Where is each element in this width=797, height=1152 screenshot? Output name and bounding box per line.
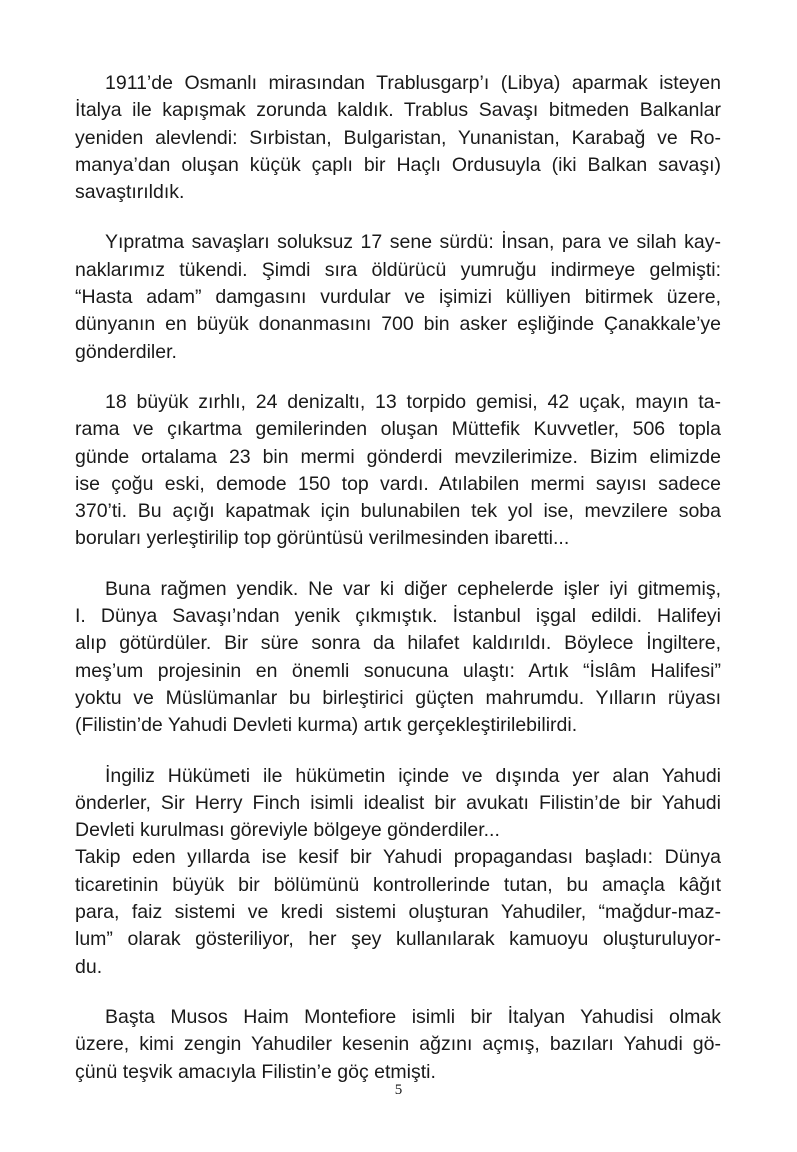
text-line: rama ve çıkartma gemilerinden oluşan Müttefik Kuvvetler, 506 topla	[75, 418, 721, 441]
text-line: Buna rağmen yendik. Ne var ki diğer cephelerde işler iyi gitmemiş,	[105, 577, 721, 600]
text-line: 18 büyük zırhlı, 24 denizaltı, 13 torpido gemisi, 42 uçak, mayın ta-	[105, 390, 721, 413]
text-line: çünü teşvik amacıyla Filistin’e göç etmişti.	[75, 1060, 436, 1083]
text-line: lum” olarak gösteriliyor, her şey kullanılarak kamuoyu oluşturuluyor-	[75, 928, 721, 951]
text-line: yeniden alevlendi: Sırbistan, Bulgaristan, Yunanistan, Karabağ ve Ro-	[75, 126, 721, 149]
text-line: para, faiz sistemi ve kredi sistemi oluşturan Yahudiler, “mağdur-maz-	[75, 901, 721, 924]
text-line: du.	[75, 955, 103, 978]
paragraph-5	[75, 763, 721, 981]
text-line: “Hasta adam” damgasını vurdular ve işimizi külliyen bitirmek üzere,	[75, 286, 721, 309]
text-line: boruları yerleştirilip top görüntüsü verilmesinden ibaretti...	[75, 527, 570, 550]
document-body	[75, 70, 721, 1109]
text-line: meş’um projesinin en önemli sonucuna ulaştı: Artık “İslâm Halifesi”	[75, 659, 721, 682]
text-line: Takip eden yıllarda ise kesif bir Yahudi propagandası başladı: Dünya	[75, 846, 721, 869]
text-line: alıp götürdüler. Bir süre sonra da hilafet kaldırıldı. Böylece İngiltere,	[75, 632, 721, 655]
text-line: naklarımız tükendi. Şimdi sıra öldürücü yumruğu indirmeye gelmişti:	[75, 258, 721, 281]
text-line: Başta Musos Haim Montefiore isimli bir İtalyan Yahudisi olmak	[105, 1005, 721, 1028]
text-line: (Filistin’de Yahudi Devleti kurma) artık gerçekleştirilebilirdi.	[75, 714, 578, 737]
text-line: manya’dan oluşan küçük çaplı bir Haçlı Ordusuyla (iki Balkan savaşı)	[75, 153, 721, 176]
text-line: önderler, Sir Herry Finch isimli idealist bir avukatı Filistin’de bir Yahudi	[75, 791, 721, 814]
paragraph-6	[75, 1004, 721, 1086]
paragraph-1	[75, 70, 721, 206]
text-line: savaştırıldık.	[75, 181, 185, 204]
text-line: günde ortalama 23 bin mermi gönderdi mevzilerimize. Bizim elimizde	[75, 445, 721, 468]
text-line: dünyanın en büyük donanmasını 700 bin asker eşliğinde Çanakkale’ye	[75, 313, 721, 336]
text-line: İtalya ile kapışmak zorunda kaldık. Trablus Savaşı bitmeden Balkanlar	[75, 99, 721, 122]
paragraph-3	[75, 389, 721, 553]
text-line: Devleti kurulması göreviyle bölgeye gönderdiler...	[75, 819, 500, 842]
text-line: 1911’de Osmanlı mirasından Trablusgarp’ı (Libya) aparmak isteyen	[105, 72, 721, 94]
text-line: ticaretinin büyük bir bölümünü kontrollerinde tutan, bu amaçla kâğıt	[75, 873, 721, 896]
text-line: gönderdiler.	[75, 340, 177, 363]
text-line: 370’ti. Bu açığı kapatmak için bulunabilen tek yol ise, mevzilere soba	[75, 500, 721, 523]
text-line: Yıpratma savaşları soluksuz 17 sene sürdü: İnsan, para ve silah kay-	[105, 231, 721, 254]
page-number: 5	[394, 1082, 403, 1098]
text-line: yoktu ve Müslümanlar bu birleştirici güçten mahrumdu. Yılların rüyası	[75, 686, 721, 709]
paragraph-2	[75, 229, 721, 365]
paragraph-4	[75, 576, 721, 740]
text-line: ise çoğu eski, demode 150 top vardı. Atılabilen mermi sayısı sadece	[75, 472, 721, 495]
text-line: I. Dünya Savaşı’ndan yenik çıkmıştık. İstanbul işgal edildi. Halifeyi	[75, 605, 721, 628]
text-line: üzere, kimi zengin Yahudiler kesenin ağzını açmış, bazıları Yahudi gö-	[75, 1033, 721, 1056]
text-line: İngiliz Hükümeti ile hükümetin içinde ve dışında yer alan Yahudi	[105, 764, 721, 787]
